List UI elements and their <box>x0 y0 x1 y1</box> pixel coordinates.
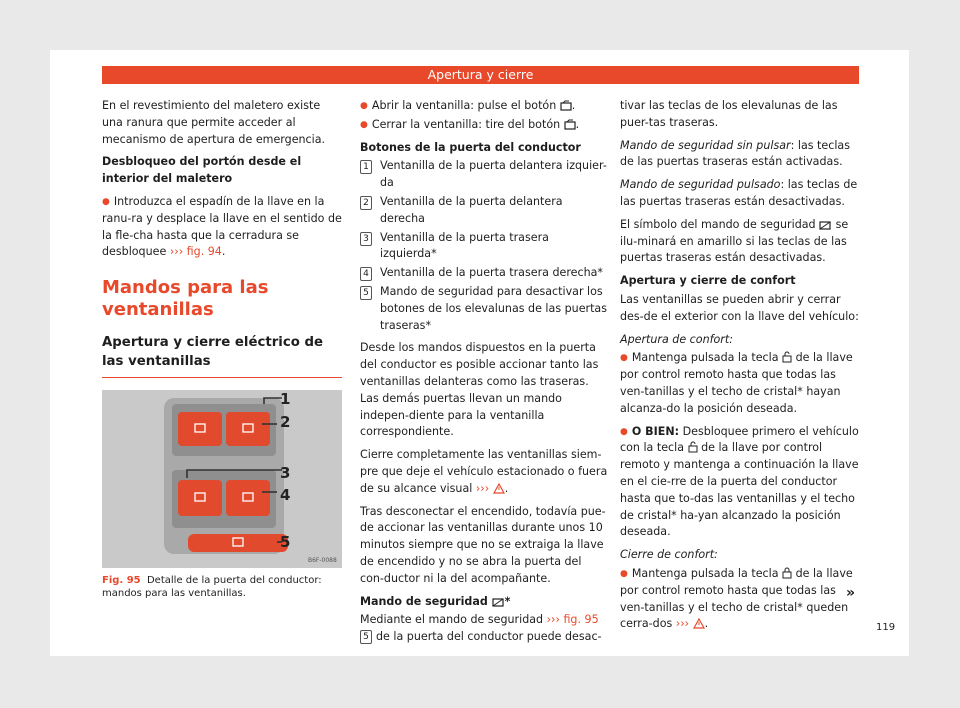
fig94-link[interactable]: ››› fig. 94 <box>169 245 222 259</box>
list-item: 1 Ventanilla de la puerta delantera izquier-da <box>360 158 608 192</box>
window-open-icon <box>560 100 572 111</box>
bullet-icon: ● <box>620 568 628 579</box>
callout-5: 5 <box>280 533 291 552</box>
bullet-open: ● Abrir la ventanilla: pulse el botón . <box>360 99 576 112</box>
driver-buttons-heading: Botones de la puerta del conductor <box>360 140 581 154</box>
continued-mark: » <box>846 585 856 601</box>
callout-2: 2 <box>280 413 291 432</box>
callout-4: 4 <box>280 486 291 505</box>
paragraph-continued: tivar las teclas de los elevalunas de las puer-tas traseras. <box>620 99 838 129</box>
comfort-close-bullet: ● Mantenga pulsada la tecla de la llave por control remoto hasta que todas las ven-tanillas y el techo de cristal* queden cerra-dos ››› . <box>620 566 853 631</box>
fig95-link[interactable]: ››› fig. 95 <box>546 613 599 627</box>
safety-paragraph: Mediante el mando de seguridad ››› fig. 95 5 de la puerta del conductor puede desac- <box>360 613 602 644</box>
warning-icon[interactable] <box>493 483 505 494</box>
callout-3: 3 <box>280 464 291 483</box>
comfort-open-bullet: ● Mantenga pulsada la tecla de la llave por control remoto hasta que todas las ven-tanillas y el techo de cristal* hayan alcanza-do la posición deseada. <box>620 351 853 415</box>
bullet-icon: ● <box>360 119 368 130</box>
paragraph-after-ignition: Tras desconectar el encendido, todavía pue-de accionar las ventanillas durante unos 10 minutos siempre que no se extraiga la llave de encendido y no se abra la puerta del con-ductor ni la del acompañante. <box>360 504 606 585</box>
figure-95 <box>102 390 342 568</box>
window-close-icon <box>564 119 576 130</box>
driver-buttons-list <box>360 158 608 334</box>
bullet-close: ● Cerrar la ventanilla: tire del botón . <box>360 117 580 131</box>
comfort-heading: Apertura y cierre de confort <box>620 274 796 288</box>
list-item: 3 Ventanilla de la puerta trasera izquierda* <box>360 230 608 264</box>
paragraph-pressed: Mando de seguridad pulsado: las teclas de las puertas traseras están desactivadas. <box>620 178 858 208</box>
intro-paragraph: En el revestimiento del maletero existe una ranura que permite acceder al mecanismo de apertura de emergencia. <box>102 99 326 146</box>
unlock-paragraph: ● Introduzca el espadín de la llave en la ranu-ra y desplace la llave en el sentido de la fle-cha hasta que la cerradura se desbloquee ››› fig. 94. <box>102 194 342 259</box>
lock-key-icon <box>782 567 792 579</box>
unlock-key-icon <box>782 351 792 363</box>
figure-code: B6F-0088 <box>308 557 337 565</box>
bullet-icon: ● <box>620 426 628 437</box>
bullet-icon: ● <box>360 101 368 111</box>
unlock-heading: Desbloqueo del portón desde el interior del maletero <box>102 155 302 186</box>
paragraph-symbol: El símbolo del mando de seguridad se ilu-minará en amarillo si las teclas de las puertas traseras están desactivadas. <box>620 217 849 265</box>
section-title: Mandos para las ventanillas <box>102 277 269 321</box>
callout-1: 1 <box>280 390 291 409</box>
list-item: 2 Ventanilla de la puerta delantera derecha <box>360 194 608 228</box>
window-controls-illustration <box>102 390 342 568</box>
subsection-title: Apertura y cierre eléctrico de las ventanillas <box>102 335 324 370</box>
warning-icon[interactable] <box>693 618 705 629</box>
bullet-icon: ● <box>102 196 110 207</box>
safety-heading: Mando de seguridad * <box>360 594 511 608</box>
safety-switch-icon <box>819 219 832 230</box>
bullet-icon: ● <box>620 353 628 364</box>
comfort-paragraph: Las ventanillas se pueden abrir y cerrar des-de el exterior con la llave del vehículo: <box>620 292 859 323</box>
comfort-or-bullet: ● O BIEN: Desbloquee primero el vehículo con la tecla de la llave por control remoto y mantenga a continuación la llave en el cie-rre de la puerta del conductor hasta que to-das las ventanillas y el techo de cristal* ha-yan alcanzado la posición deseada. <box>620 424 859 539</box>
column-1 <box>102 98 342 600</box>
column-2 <box>360 98 608 652</box>
comfort-open-label: Apertura de confort: <box>620 332 733 346</box>
unlock-key-icon <box>688 441 698 453</box>
divider <box>102 377 342 378</box>
page-number: 119 <box>876 622 896 633</box>
list-item: 4 Ventanilla de la puerta trasera derecha* <box>360 265 608 282</box>
paragraph-controls: Desde los mandos dispuestos en la puerta del conductor es posible accionar tanto las ventanillas delanteras como las traseras. Las demás puertas llevan un mando indepen-diente para la ventanilla correspondiente. <box>360 341 599 439</box>
figure-caption: Fig. 95 Detalle de la puerta del conductor: mandos para las ventanillas. <box>102 575 322 600</box>
paragraph-close-windows: Cierre completamente las ventanillas siem-pre que deje el vehículo estacionado o fuera de su alcance visual ››› . <box>360 448 608 495</box>
safety-switch-icon <box>492 596 505 607</box>
comfort-close-label: Cierre de confort: <box>620 548 718 562</box>
chapter-header: Apertura y cierre <box>102 66 859 84</box>
paragraph-not-pressed: Mando de seguridad sin pulsar: las teclas de las puertas traseras están activadas. <box>620 138 850 169</box>
column-3 <box>620 98 862 639</box>
list-item: 5 Mando de seguridad para desactivar los botones de los elevalunas de las puertas traseras* <box>360 284 608 334</box>
